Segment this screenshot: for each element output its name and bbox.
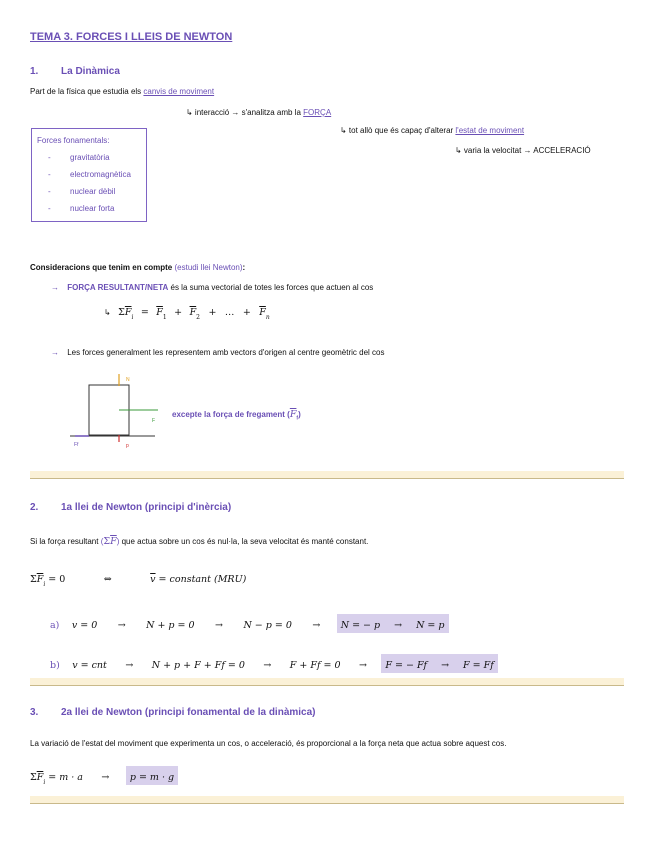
canvis-moviment-link: canvis de moviment bbox=[143, 87, 215, 96]
separator bbox=[30, 678, 624, 686]
forca-resultant-text: és la suma vectorial de totes les forces que actuen al cos bbox=[168, 283, 374, 292]
branch-velocitat-text: varia la velocitat → ACCELERACIÓ bbox=[461, 146, 591, 155]
arrow-right-icon: → bbox=[51, 283, 59, 292]
separator bbox=[30, 796, 624, 804]
box-title: Forces fonamentals: bbox=[37, 136, 110, 145]
section-1-heading: La Dinàmica bbox=[61, 66, 120, 77]
label-f: F bbox=[152, 418, 156, 424]
sum-formula: ↳ $\Sigma\overline{F}_i = \overline{F}_1 + \overline{F}_2$ + … + $\overline{F}_n$ bbox=[104, 307, 270, 322]
arrow-right-icon: → bbox=[51, 348, 59, 357]
box-item: - gravitatòria bbox=[48, 153, 110, 162]
label-n: N bbox=[126, 377, 130, 383]
box-item: - electromagnètica bbox=[48, 170, 131, 179]
weight-formula-highlight: p = m · g bbox=[126, 766, 178, 785]
section-2-heading: 1a llei de Newton (principi d'inèrcia) bbox=[61, 502, 232, 513]
section-1-number: 1. bbox=[30, 66, 39, 77]
consideracions-line: Consideracions que tenim en compte (estudi llei Newton): bbox=[30, 263, 246, 272]
separator bbox=[30, 471, 624, 479]
point-forca-resultant bbox=[51, 283, 373, 292]
dinamica-definition bbox=[30, 87, 214, 96]
case-a-label: a) bbox=[50, 620, 60, 631]
hook-arrow-icon: ↳ bbox=[104, 308, 111, 317]
section-3-number: 3. bbox=[30, 707, 39, 718]
box-item: - nuclear forta bbox=[48, 204, 115, 213]
hook-arrow-icon: ↳ bbox=[455, 146, 462, 155]
page-title: TEMA 3. FORCES I LLEIS DE NEWTON bbox=[30, 31, 233, 43]
definition-text: Part de la física que estudia els bbox=[30, 87, 144, 96]
label-ff: Ff bbox=[74, 442, 79, 448]
hook-arrow-icon: ↳ bbox=[186, 108, 193, 117]
first-law-statement: Si la força resultant $(\Sigma\overline{F})$ que actua sobre un cos és nul·la, la seva velocitat és manté constant. bbox=[30, 536, 369, 547]
section-3-heading: 2a llei de Newton (principi fonamental de la dinàmica) bbox=[61, 707, 316, 718]
section-2-number: 2. bbox=[30, 502, 39, 513]
excepte-note: excepte la força de fregament $(\overline{F}_f)$ bbox=[172, 409, 301, 422]
label-p: p bbox=[126, 443, 129, 449]
forces-fonamentals-box bbox=[31, 128, 147, 222]
force-diagram bbox=[60, 370, 180, 452]
branch-estat bbox=[340, 126, 524, 135]
case-a-row: a) v = 0 → N + p = 0 → N − p = 0 → N = − p → N = p bbox=[50, 615, 449, 633]
sigma-f-symbol: $(\Sigma\overline{F})$ bbox=[100, 536, 120, 547]
case-a-highlight: N = − p → N = p bbox=[337, 614, 449, 633]
branch-interaccio-text: interacció → s'analitza amb la bbox=[192, 108, 304, 117]
point-vectors bbox=[51, 348, 384, 357]
forca-link: FORÇA bbox=[303, 108, 332, 117]
estat-moviment-link: l'estat de moviment bbox=[455, 126, 525, 135]
box-item: - nuclear dèbil bbox=[48, 187, 116, 196]
second-law-formula: $\Sigma\overline{F}_i = m \cdot a \to p = m \cdot g$ bbox=[30, 767, 178, 786]
vectors-text: Les forces generalment les representem amb vectors d'origen al centre geomètric del cos bbox=[67, 348, 385, 357]
branch-estat-text: tot allò que és capaç d'alterar bbox=[346, 126, 456, 135]
case-b-label: b) bbox=[50, 660, 60, 671]
hook-arrow-icon: ↳ bbox=[340, 126, 347, 135]
forca-resultant-term: FORÇA RESULTANT/NETA bbox=[67, 283, 169, 292]
branch-interaccio bbox=[186, 108, 331, 117]
second-law-statement: La variació de l'estat del moviment que experimenta un cos, o acceleració, és proporcional a la força neta que actua sobre aquest cos. bbox=[30, 739, 507, 748]
case-b-highlight: F = − Ff → F = Ff bbox=[381, 654, 497, 673]
case-b-row: b) v = cnt → N + p + F + Ff = 0 → F + Ff = 0 → F = − Ff → F = Ff bbox=[50, 655, 498, 673]
first-law-formula: $\Sigma\overline{F}_i = 0$ ⇔ $\overline{v}$ = constant (MRU) bbox=[30, 574, 247, 589]
estudi-newton-note: (estudi llei Newton) bbox=[174, 263, 243, 272]
iff-symbol: ⇔ bbox=[103, 574, 112, 585]
branch-velocitat bbox=[455, 146, 591, 155]
